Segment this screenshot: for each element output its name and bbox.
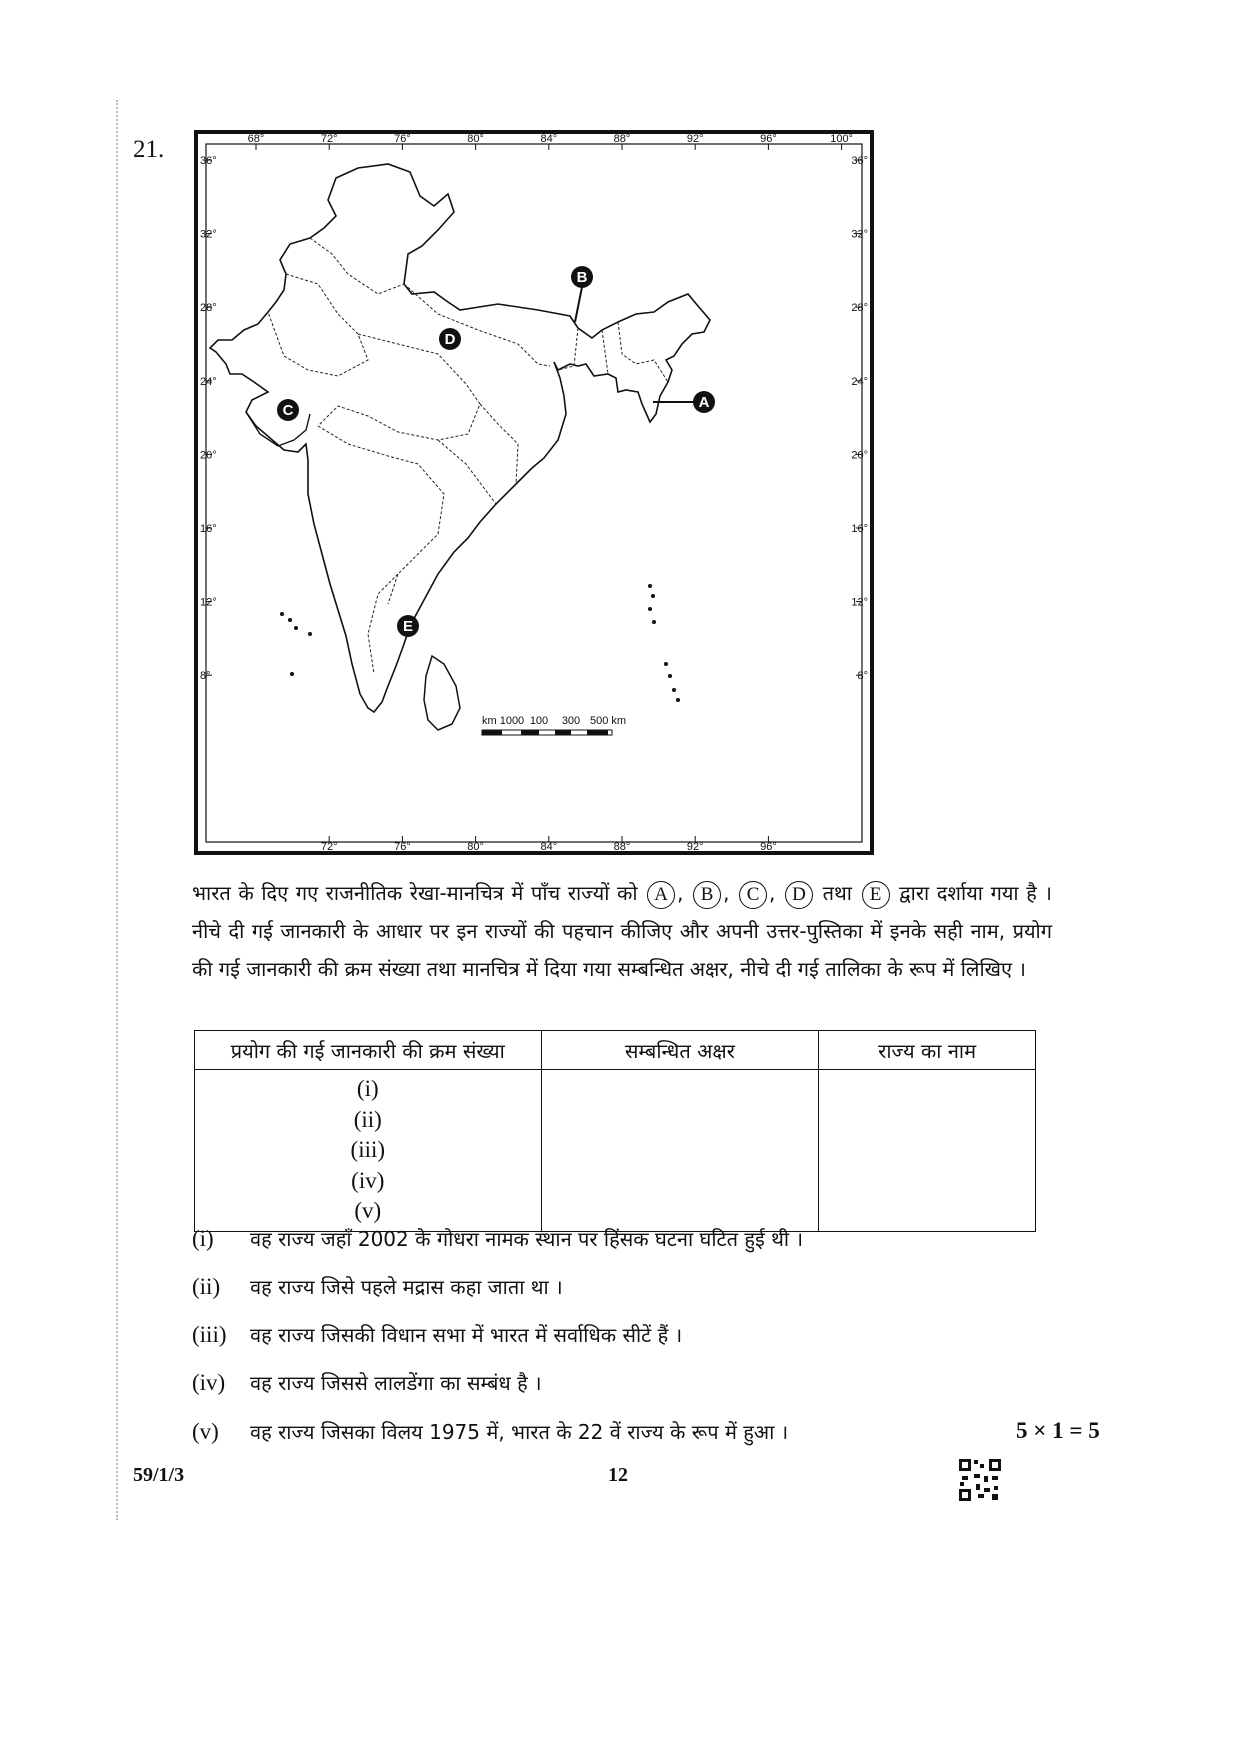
sri-lanka-outline [424, 656, 460, 730]
lon-tick-bottom: 80° [467, 841, 484, 851]
clue-text: वह राज्य जहाँ 2002 के गोधरा नामक स्थान पर हिंसक घटना घटित हुई थी । [250, 1227, 804, 1251]
lat-tick-right: 12° [851, 596, 868, 609]
marker-a [653, 391, 715, 413]
row-num: (iii) [350, 1137, 386, 1162]
clue-text: वह राज्य जिसका विलय 1975 में, भारत के 22 वें राज्य के रूप में हुआ । [250, 1420, 789, 1444]
qr-code-icon [958, 1458, 1002, 1502]
clue-text: वह राज्य जिसकी विधान सभा में भारत में सर्वाधिक सीटें हैं । [250, 1323, 683, 1347]
answer-table [194, 1030, 1036, 1232]
lon-tick-bottom: 96° [760, 841, 777, 851]
lon-tick-bottom: 92° [686, 841, 704, 851]
lat-tick-left: 28° [200, 302, 217, 315]
lon-tick-top: 96° [760, 134, 777, 145]
circled-letter-b: B [693, 881, 721, 909]
lat-tick-right: 20° [851, 449, 868, 462]
marker-c [277, 399, 299, 421]
circled-letter-e: E [862, 881, 890, 909]
lat-tick-left: 36° [200, 155, 217, 167]
margin-dotted-line [116, 100, 118, 1520]
clue-number: (ii) [192, 1274, 221, 1299]
svg-text:B: B [576, 269, 588, 286]
lat-tick-left: 16° [200, 523, 217, 535]
svg-text:0: 0 [517, 715, 525, 727]
svg-text:km 100: km 100 [482, 715, 519, 727]
lat-tick-left: 12° [200, 596, 217, 609]
clue-item [192, 1321, 682, 1348]
clue-item [192, 1418, 788, 1445]
lon-tick-top: 72° [320, 134, 338, 145]
svg-text:500 km: 500 km [589, 715, 627, 727]
lat-tick-right: 32° [851, 228, 868, 241]
marks-allocation: 5 × 1 = 5 [1016, 1418, 1100, 1443]
lon-tick-top: 92° [686, 134, 704, 145]
lat-tick-left: 8° [200, 670, 211, 683]
map-svg [198, 134, 870, 851]
lat-tick-left: 24° [200, 375, 217, 388]
paper-code: 59/1/3 [133, 1464, 185, 1486]
serial-cell [195, 1070, 542, 1232]
svg-text:300: 300 [561, 715, 581, 727]
clue-item [192, 1225, 803, 1252]
state-boundaries [268, 238, 668, 674]
clue-number: (i) [192, 1226, 214, 1251]
clue-text: वह राज्य जिससे लालडेंगा का सम्बंध है । [250, 1371, 542, 1395]
svg-text:C: C [282, 402, 294, 419]
india-outline [210, 164, 710, 712]
table-row [195, 1070, 1036, 1232]
word-and: तथा [822, 881, 852, 905]
lat-tick-left: 20° [200, 449, 217, 462]
row-num: (i) [356, 1076, 379, 1101]
lon-tick-bottom: 72° [320, 841, 338, 851]
row-num: (v) [354, 1198, 382, 1223]
circled-letter-a: A [647, 881, 675, 909]
lon-tick-bottom: 84° [540, 841, 558, 851]
lon-tick-top: 100° [830, 134, 853, 145]
clue-text: वह राज्य जिसे पहले मद्रास कहा जाता था । [250, 1275, 563, 1299]
comma: , [677, 881, 684, 905]
marker-e [397, 615, 419, 637]
letter-cell [541, 1070, 819, 1232]
lon-tick-top: 80° [467, 134, 484, 145]
svg-text:D: D [444, 331, 456, 348]
circled-letter-d: D [785, 881, 813, 909]
lat-tick-right: 28° [851, 302, 868, 315]
lat-tick-right: 16° [851, 523, 868, 535]
clue-item [192, 1273, 563, 1300]
row-num: (iv) [351, 1167, 385, 1193]
question-number: 21. [133, 136, 165, 163]
marker-b [571, 266, 593, 322]
instruction-text-1: भारत के दिए गए राजनीतिक रेखा-मानचित्र में पाँच राज्यों को [192, 881, 638, 905]
header-state: राज्य का नाम [819, 1031, 1036, 1070]
clue-item [192, 1369, 542, 1396]
clue-number: (iv) [192, 1370, 226, 1395]
instruction-text-2: द्वारा दर्शाया गया है । नीचे दी गई जानकारी के आधार पर इन राज्यों की पहचान कीजिए और अपनी उत्तर-पुस्तिका में इनके सही नाम, प्रयोग की गई जानकारी की क्रम संख्या तथा मानचित्र में दिया गया सम्बन्धित अक्षर, नीचे दी गई तालिका के रूप में लिखिए । [192, 881, 1052, 981]
svg-text:E: E [402, 618, 414, 635]
svg-text:A: A [698, 394, 710, 411]
page-number: 12 [608, 1464, 628, 1486]
lon-tick-top: 88° [613, 134, 631, 145]
scale-bar [482, 715, 626, 735]
lon-tick-top: 84° [540, 134, 558, 145]
india-political-map [194, 130, 874, 855]
clue-number: (iii) [192, 1322, 227, 1347]
lon-tick-bottom: 76° [394, 841, 411, 851]
comma: , [769, 881, 776, 905]
header-serial: प्रयोग की गई जानकारी की क्रम संख्या [195, 1031, 542, 1070]
circled-letter-c: C [739, 881, 767, 909]
lon-tick-bottom: 88° [613, 841, 631, 851]
table-header-row [195, 1031, 1036, 1070]
row-num: (ii) [353, 1106, 382, 1132]
state-cell [819, 1070, 1036, 1232]
lat-tick-right: 8° [857, 670, 868, 683]
island-dots [280, 584, 680, 702]
lat-tick-right: 24° [851, 375, 868, 388]
header-letter: सम्बन्धित अक्षर [541, 1031, 819, 1070]
instruction-paragraph [192, 874, 1052, 988]
marker-d [439, 328, 461, 350]
svg-text:100: 100 [529, 715, 549, 727]
lat-tick-left: 32° [200, 228, 217, 241]
lat-tick-right: 36° [851, 155, 868, 167]
lon-tick-top: 68° [247, 134, 265, 145]
clue-number: (v) [192, 1419, 219, 1444]
lon-tick-top: 76° [394, 134, 411, 145]
comma: , [723, 881, 730, 905]
